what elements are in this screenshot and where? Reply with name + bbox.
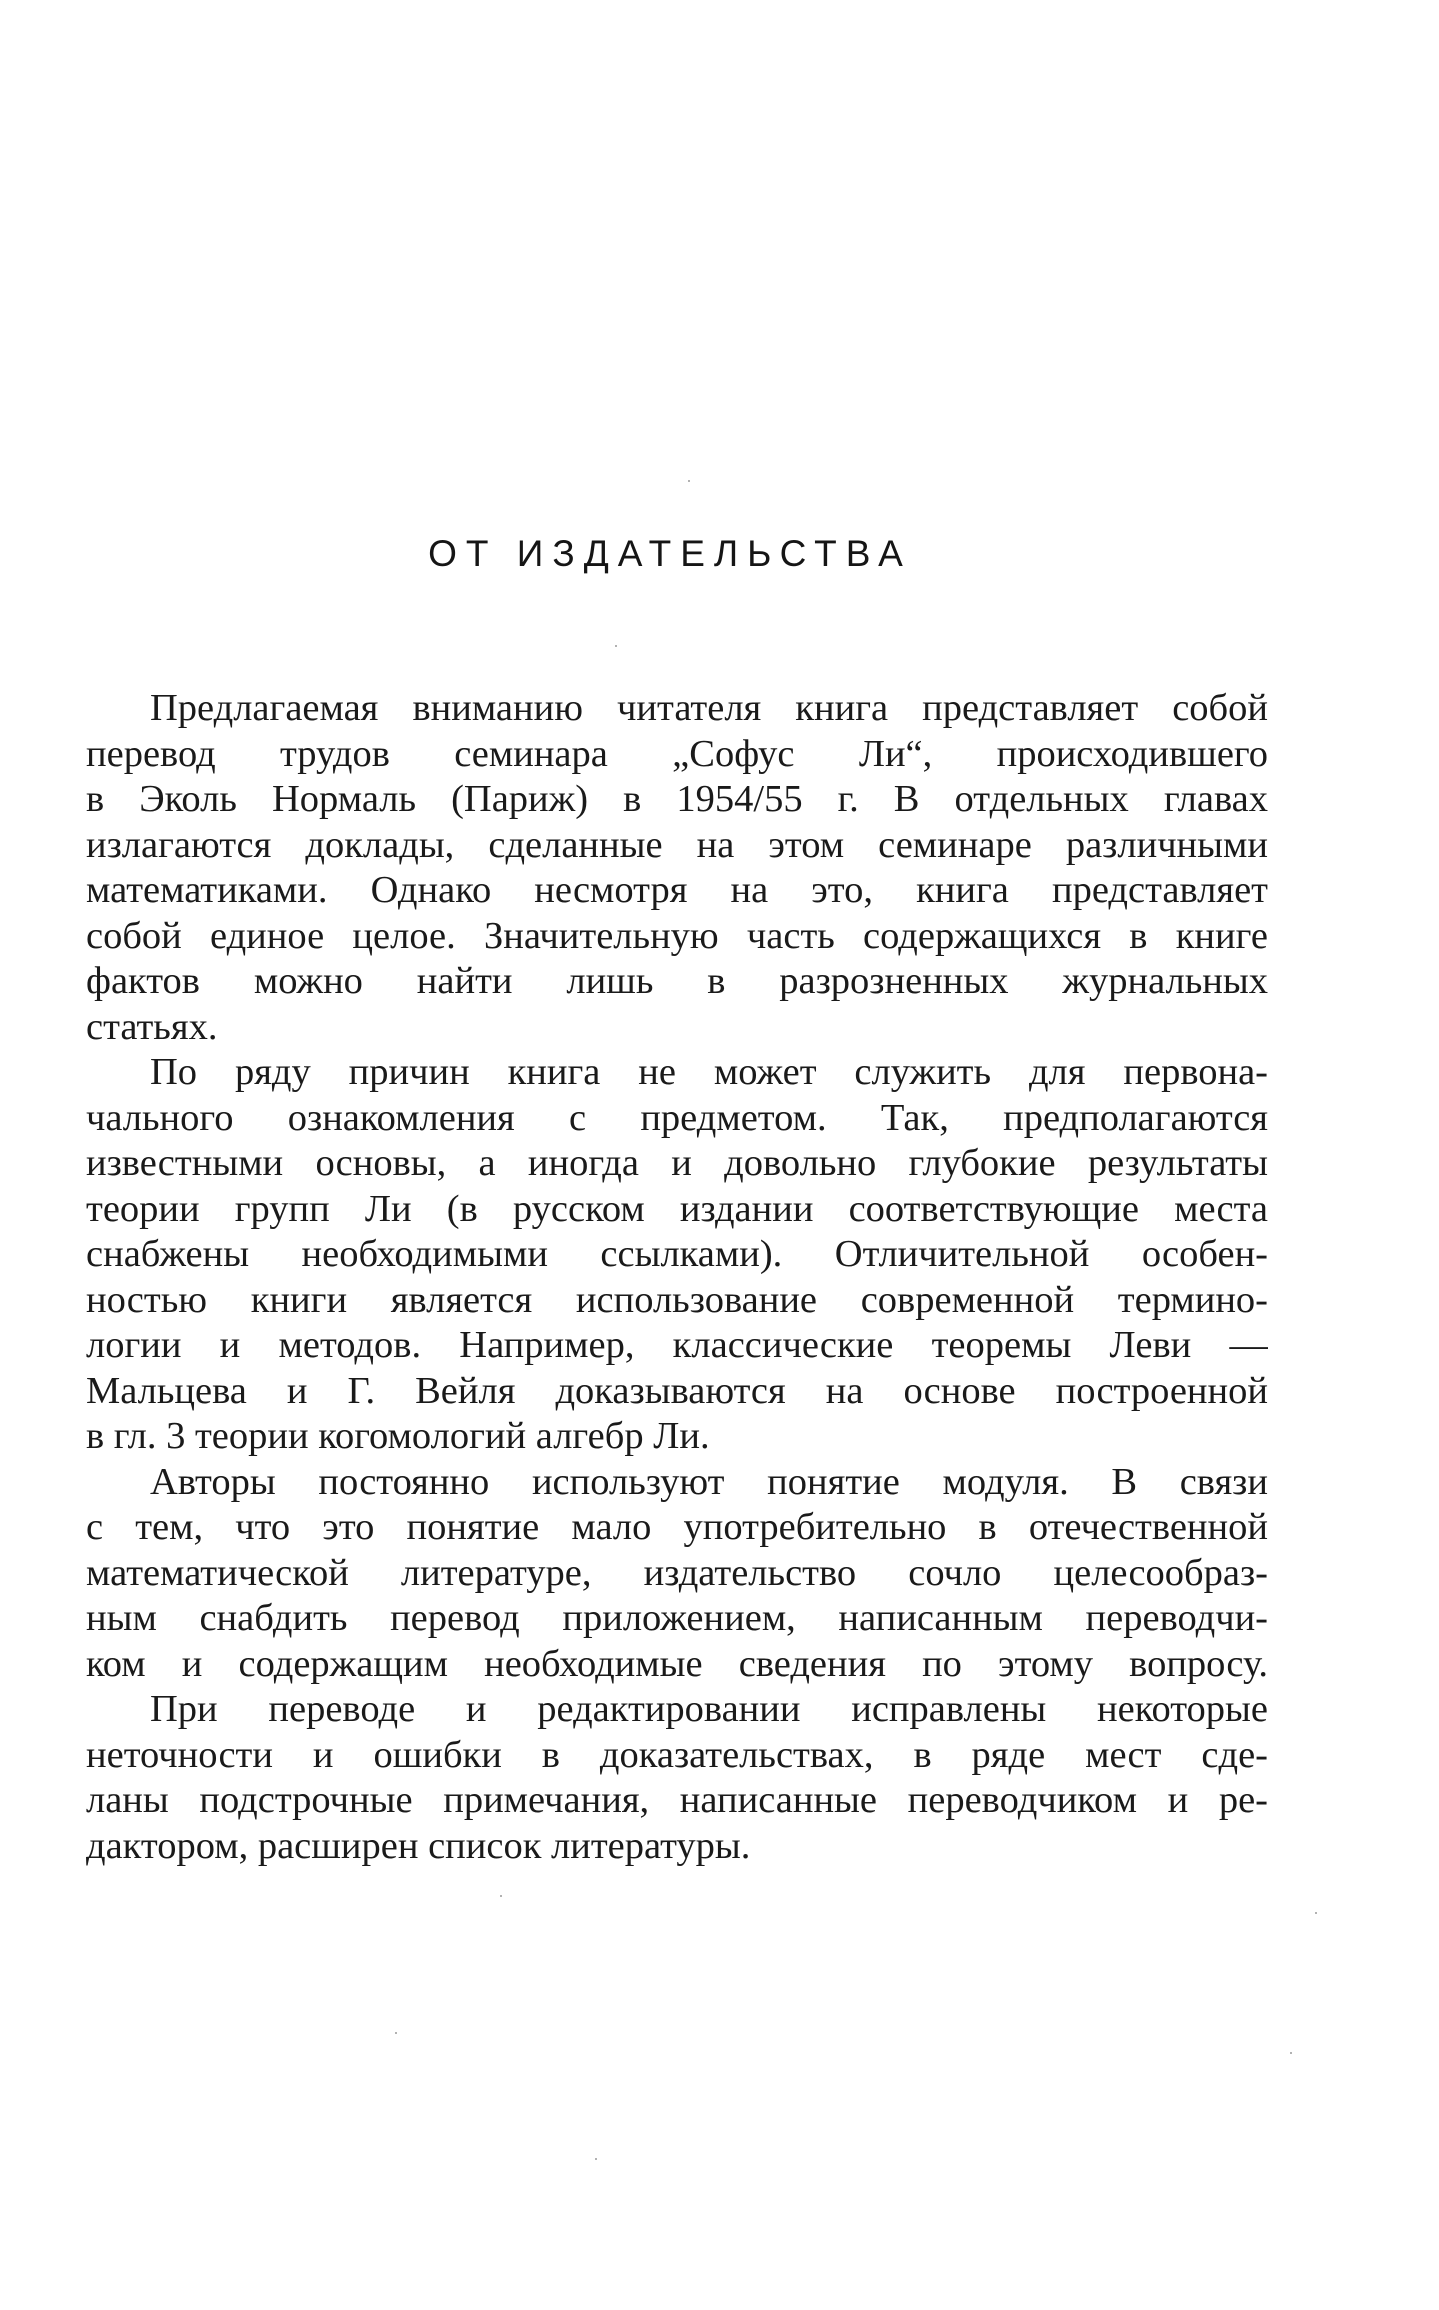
text-line: Мальцева и Г. Вейля доказываются на основе построенной: [86, 1369, 1268, 1412]
page-title: ОТ ИЗДАТЕЛЬСТВА: [428, 533, 912, 574]
text-line: ным снабдить перевод приложением, написанным переводчи-: [86, 1597, 1268, 1639]
text-line: логии и методов. Например, классические теоремы Леви —: [86, 1324, 1268, 1366]
text-line: перевод трудов семинара „Софус Ли“, происходившего: [86, 732, 1268, 775]
text-line: математиками. Однако несмотря на это, книга представляет: [86, 869, 1268, 911]
scan-speck: [688, 480, 690, 482]
text-line: При переводе и редактировании исправлены некоторые: [150, 1688, 1268, 1730]
text-line: с тем, что это понятие мало употребительно в отечественной: [86, 1506, 1268, 1548]
text-line: По ряду причин книга не может служить для первона-: [150, 1051, 1268, 1093]
text-line: дактором, расширен список литературы.: [86, 1824, 751, 1867]
scan-speck: [615, 645, 617, 647]
page-body: [86, 686, 1268, 1869]
text-line: излагаются доклады, сделанные на этом семинаре различными: [86, 823, 1268, 866]
text-line: собой единое целое. Значительную часть содержащихся в книге: [86, 914, 1268, 957]
text-line: снабжены необходимыми ссылками). Отличительной особен-: [86, 1233, 1268, 1275]
text-line: статьях.: [86, 1005, 218, 1048]
text-line: неточности и ошибки в доказательствах, в ряде мест сде-: [86, 1733, 1268, 1776]
paragraph-3: [86, 1460, 1268, 1688]
scan-speck: [395, 2032, 397, 2034]
scan-speck: [500, 1895, 502, 1897]
text-line: фактов можно найти лишь в разрозненных журнальных: [86, 960, 1268, 1002]
scan-speck: [595, 2158, 597, 2160]
paragraph-2: [86, 1050, 1268, 1460]
text-line: ностью книги является использование современной терминo-: [86, 1278, 1268, 1321]
text-line: математической литературе, издательство сочло целесообраз-: [86, 1551, 1268, 1594]
text-line: Авторы постоянно используют понятие модуля. В связи: [150, 1460, 1268, 1503]
text-line: в Эколь Нормаль (Париж) в 1954/55 г. В отдельных главах: [86, 778, 1268, 820]
text-line: Предлагаемая вниманию читателя книга представляет собой: [150, 687, 1268, 729]
text-line: ком и содержащим необходимые сведения по этому вопросу.: [86, 1642, 1268, 1685]
paragraph-4: [86, 1687, 1268, 1869]
text-line: теории групп Ли (в русском издании соответствующие места: [86, 1187, 1268, 1230]
paragraph-1: [86, 686, 1268, 1050]
scan-speck: [1290, 2052, 1292, 2054]
text-line: известными основы, а иногда и довольно глубокие результаты: [86, 1142, 1268, 1184]
text-line: ланы подстрочные примечания, написанные переводчиком и ре-: [86, 1779, 1268, 1821]
text-line: чального ознакомления с предметом. Так, предполагаются: [86, 1096, 1268, 1139]
text-line: в гл. 3 теории когомологий алгебр Ли.: [86, 1415, 710, 1457]
scan-speck: [1315, 1912, 1317, 1914]
